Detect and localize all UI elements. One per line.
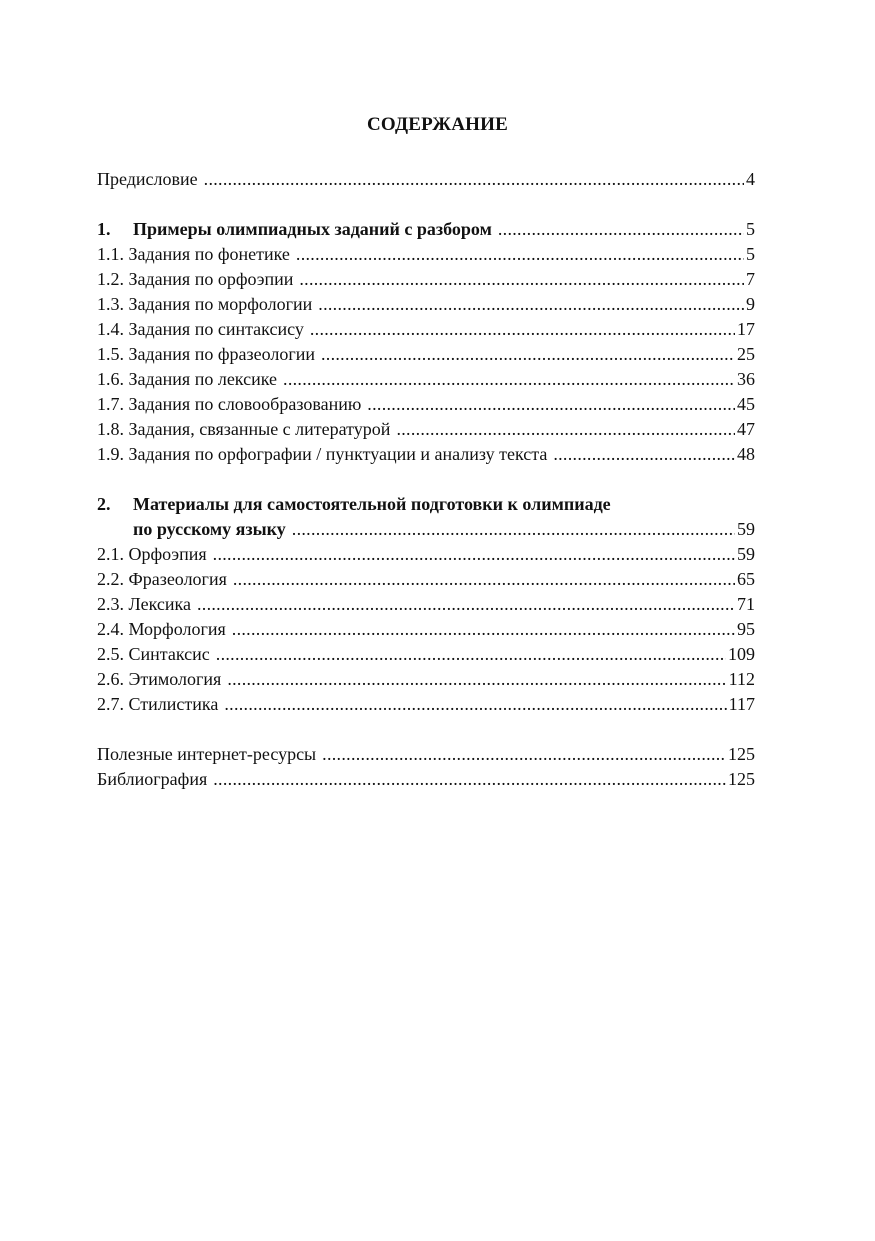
toc-page-number: 65 (737, 569, 755, 589)
toc-section-1[interactable] (97, 217, 755, 242)
section-number: 2. (97, 494, 111, 514)
toc-entry-2-7[interactable] (97, 692, 755, 717)
section-title: Материалы для самостоятельной подготовки к олимпиаде (133, 494, 611, 514)
toc-entry-label: 1.2. Задания по орфоэпии (97, 269, 294, 289)
dot-leader (310, 317, 735, 342)
toc-page-number: 59 (737, 519, 755, 539)
dot-leader (232, 617, 735, 642)
section-title: Примеры олимпиадных заданий с разбором (133, 219, 492, 239)
section-gap (97, 467, 755, 492)
dot-leader (216, 642, 726, 667)
toc-entry-1-3[interactable] (97, 292, 755, 317)
dot-leader (197, 592, 735, 617)
toc-entry-label: 2.3. Лексика (97, 594, 191, 614)
section-number: 1. (97, 219, 111, 239)
toc-page-number: 5 (746, 219, 755, 239)
toc-entry-2-5[interactable] (97, 642, 755, 667)
toc-entry-2-2[interactable] (97, 567, 755, 592)
toc-entry-label: 2.6. Этимология (97, 669, 222, 689)
toc-entry-2-1[interactable] (97, 542, 755, 567)
toc-entry-2-4[interactable] (97, 617, 755, 642)
toc-page-number: 48 (737, 444, 755, 464)
toc-page-number: 71 (737, 594, 755, 614)
dot-leader (396, 417, 735, 442)
toc-entry-label: Библиография (97, 769, 208, 789)
toc-page-number: 125 (728, 744, 755, 764)
toc-entry-2-6[interactable] (97, 667, 755, 692)
dot-leader (233, 567, 735, 592)
toc-page-number: 109 (728, 644, 755, 664)
dot-leader (292, 517, 735, 542)
dot-leader (283, 367, 735, 392)
section-title-continued: по русскому языку (133, 519, 286, 539)
toc-entry-2-3[interactable] (97, 592, 755, 617)
toc-page-number: 95 (737, 619, 755, 639)
toc-page-number: 4 (746, 169, 755, 189)
toc-page-number: 47 (737, 419, 755, 439)
toc-entry-label: 1.7. Задания по словообразованию (97, 394, 362, 414)
toc-entry-1-4[interactable] (97, 317, 755, 342)
toc-entry-1-9[interactable] (97, 442, 755, 467)
toc-page-number: 17 (737, 319, 755, 339)
toc-page-number: 125 (728, 769, 755, 789)
toc-page-number: 5 (746, 244, 755, 264)
toc-entry-1-5[interactable] (97, 342, 755, 367)
dot-leader (553, 442, 735, 467)
toc-entry-label: 2.4. Морфология (97, 619, 226, 639)
dot-leader (318, 292, 744, 317)
toc-page-number: 7 (746, 269, 755, 289)
toc-page-number: 112 (728, 669, 755, 689)
toc-page-number: 45 (737, 394, 755, 414)
toc-entry-label: 1.5. Задания по фразеологии (97, 344, 315, 364)
toc-section-2-line-1[interactable] (97, 492, 755, 517)
dot-leader (322, 742, 726, 767)
toc-entry-label: 1.6. Задания по лексике (97, 369, 278, 389)
section-gap (97, 717, 755, 742)
toc-entry-1-7[interactable] (97, 392, 755, 417)
toc-entry-preface[interactable] (97, 167, 755, 192)
dot-leader (299, 267, 744, 292)
toc-entry-bibliography[interactable] (97, 767, 755, 792)
toc-entry-label: 1.4. Задания по синтаксису (97, 319, 304, 339)
dot-leader (213, 542, 735, 567)
toc-entry-label: Предисловие (97, 169, 198, 189)
table-of-contents (97, 167, 755, 792)
toc-page-number: 36 (737, 369, 755, 389)
dot-leader (367, 392, 735, 417)
dot-leader (296, 242, 744, 267)
toc-page-number: 117 (728, 694, 755, 714)
toc-entry-label: Полезные интернет-ресурсы (97, 744, 317, 764)
toc-entry-label: 2.2. Фразеология (97, 569, 227, 589)
toc-section-2-line-2[interactable] (97, 517, 755, 542)
toc-page-number: 25 (737, 344, 755, 364)
toc-page-number: 59 (737, 544, 755, 564)
dot-leader (321, 342, 735, 367)
dot-leader (204, 167, 744, 192)
toc-entry-1-2[interactable] (97, 267, 755, 292)
dot-leader (227, 667, 726, 692)
dot-leader (213, 767, 726, 792)
toc-entry-label: 1.1. Задания по фонетике (97, 244, 290, 264)
page-title: СОДЕРЖАНИЕ (367, 114, 508, 135)
toc-entry-resources[interactable] (97, 742, 755, 767)
section-gap (97, 192, 755, 217)
toc-entry-1-1[interactable] (97, 242, 755, 267)
toc-entry-1-8[interactable] (97, 417, 755, 442)
toc-page-number: 9 (746, 294, 755, 314)
toc-entry-1-6[interactable] (97, 367, 755, 392)
toc-entry-label: 1.8. Задания, связанные с литературой (97, 419, 391, 439)
toc-entry-label: 1.3. Задания по морфологии (97, 294, 313, 314)
toc-entry-label: 2.7. Стилистика (97, 694, 219, 714)
toc-entry-label: 2.1. Орфоэпия (97, 544, 207, 564)
dot-leader (498, 217, 744, 242)
dot-leader (224, 692, 726, 717)
toc-entry-label: 1.9. Задания по орфографии / пунктуации и анализу текста (97, 444, 548, 464)
toc-entry-label: 2.5. Синтаксис (97, 644, 210, 664)
